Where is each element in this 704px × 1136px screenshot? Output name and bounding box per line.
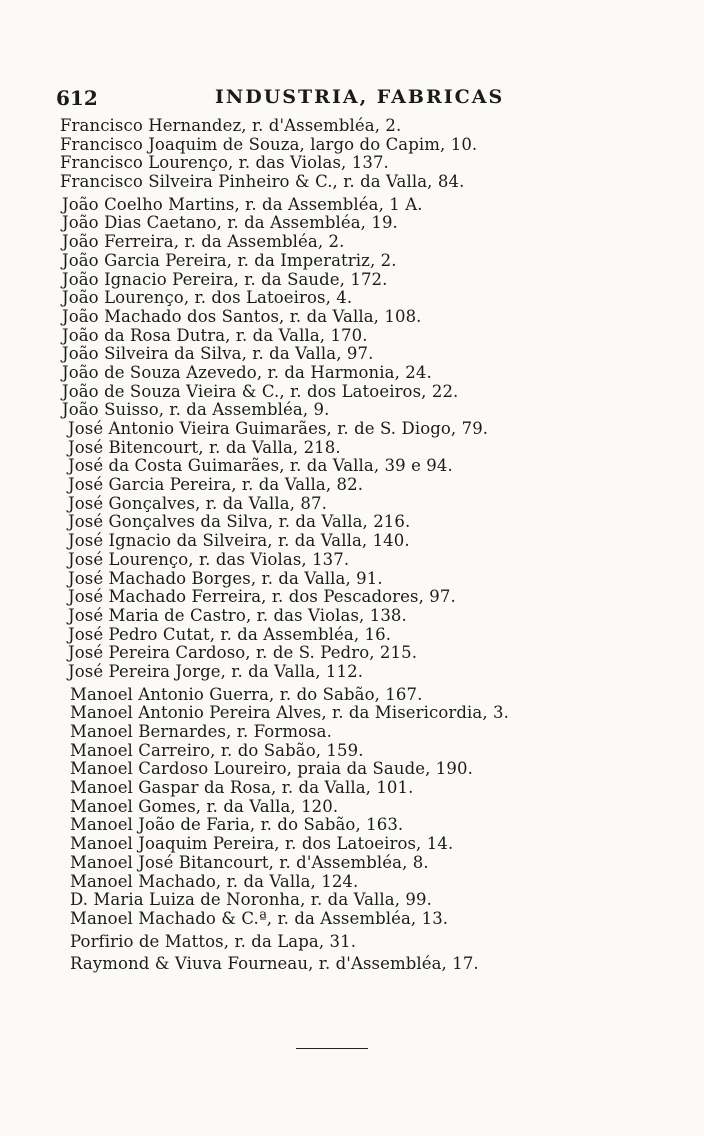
directory-entry: Manoel Gaspar da Rosa, r. da Valla, 101. — [70, 778, 414, 798]
directory-entry: João da Rosa Dutra, r. da Valla, 170. — [62, 325, 368, 345]
directory-entry: João de Souza Azevedo, r. da Harmonia, 24. — [62, 362, 432, 382]
directory-entry: Francisco Silveira Pinheiro & C., r. da Valla, 84. — [60, 172, 465, 192]
directory-entry: João Machado dos Santos, r. da Valla, 108. — [62, 306, 422, 326]
directory-entry: Manoel Joaquim Pereira, r. dos Latoeiros, 14. — [70, 834, 454, 854]
running-title: INDUSTRIA, FABRICAS — [215, 86, 505, 108]
directory-entry: João Suisso, r. da Assembléa, 9. — [62, 400, 330, 420]
directory-entry: José Antonio Vieira Guimarães, r. de S. Diogo, 79. — [68, 419, 489, 438]
directory-entry: José Gonçalves da Silva, r. da Valla, 216. — [68, 512, 411, 532]
directory-entry: João de Souza Vieira & C., r. dos Latoeiros, 22. — [62, 381, 459, 401]
directory-entry: José Gonçalves, r. da Valla, 87. — [68, 493, 327, 513]
directory-entry: Manoel Carreiro, r. do Sabão, 159. — [70, 740, 364, 760]
directory-entry: Manoel Machado & C.ª, r. da Assembléa, 13. — [70, 908, 449, 928]
closing-rule — [296, 1048, 368, 1049]
directory-entry: João Lourenço, r. dos Latoeiros, 4. — [62, 288, 353, 308]
page-header — [40, 86, 505, 112]
directory-entry: Manoel Machado, r. da Valla, 124. — [70, 871, 359, 891]
directory-entry: José Machado Ferreira, r. dos Pescadores, 97. — [68, 587, 456, 607]
directory-entry: José Ignacio da Silveira, r. da Valla, 140. — [68, 531, 410, 551]
directory-entry: José Maria de Castro, r. das Violas, 138. — [68, 605, 407, 625]
directory-entry: Francisco Hernandez, r. d'Assembléa, 2. — [60, 116, 402, 135]
directory-list — [60, 117, 700, 974]
directory-entry: Porfirio de Mattos, r. da Lapa, 31. — [70, 931, 357, 951]
directory-entry: Raymond & Viuva Fourneau, r. d'Assembléa, 17. — [70, 954, 479, 974]
directory-entry: Manoel Gomes, r. da Valla, 120. — [70, 796, 339, 816]
directory-entry: José Machado Borges, r. da Valla, 91. — [68, 568, 383, 588]
directory-entry: Manoel Bernardes, r. Formosa. — [70, 722, 332, 741]
directory-entry: Francisco Lourenço, r. das Violas, 137. — [60, 153, 389, 173]
directory-entry: João Garcia Pereira, r. da Imperatriz, 2. — [62, 250, 397, 270]
directory-entry: José da Costa Guimarães, r. da Valla, 39 e 94. — [68, 456, 453, 476]
directory-entry: José Pereira Cardoso, r. de S. Pedro, 215. — [68, 643, 418, 663]
directory-entry: José Pedro Cutat, r. da Assembléa, 16. — [68, 624, 392, 644]
directory-entry: João Silveira da Silva, r. da Valla, 97. — [62, 344, 374, 364]
directory-entry: Manoel Cardoso Loureiro, praia da Saude, 190. — [70, 759, 473, 779]
directory-entry: João Ferreira, r. da Assembléa, 2. — [62, 232, 345, 252]
directory-entry: João Ignacio Pereira, r. da Saude, 172. — [62, 269, 388, 289]
directory-entry: José Garcia Pereira, r. da Valla, 82. — [68, 475, 364, 495]
directory-entry: Francisco Joaquim de Souza, largo do Capim, 10. — [60, 134, 478, 154]
directory-entry: Manoel João de Faria, r. do Sabão, 163. — [70, 815, 404, 835]
directory-entry: Manoel Antonio Guerra, r. do Sabão, 167. — [70, 684, 423, 704]
directory-entry: José Bitencourt, r. da Valla, 218. — [68, 437, 341, 457]
directory-entry: José Pereira Jorge, r. da Valla, 112. — [68, 661, 364, 681]
directory-entry: Manoel José Bitancourt, r. d'Assembléa, 8. — [70, 852, 429, 872]
directory-entry: José Lourenço, r. das Violas, 137. — [68, 549, 350, 569]
directory-entry: João Coelho Martins, r. da Assembléa, 1 A. — [62, 194, 423, 214]
directory-entry: João Dias Caetano, r. da Assembléa, 19. — [62, 213, 398, 233]
page-number: 612 — [56, 86, 98, 110]
directory-entry: D. Maria Luiza de Noronha, r. da Valla, 99. — [70, 890, 432, 910]
directory-entry: Manoel Antonio Pereira Alves, r. da Misericordia, 3. — [70, 703, 509, 723]
